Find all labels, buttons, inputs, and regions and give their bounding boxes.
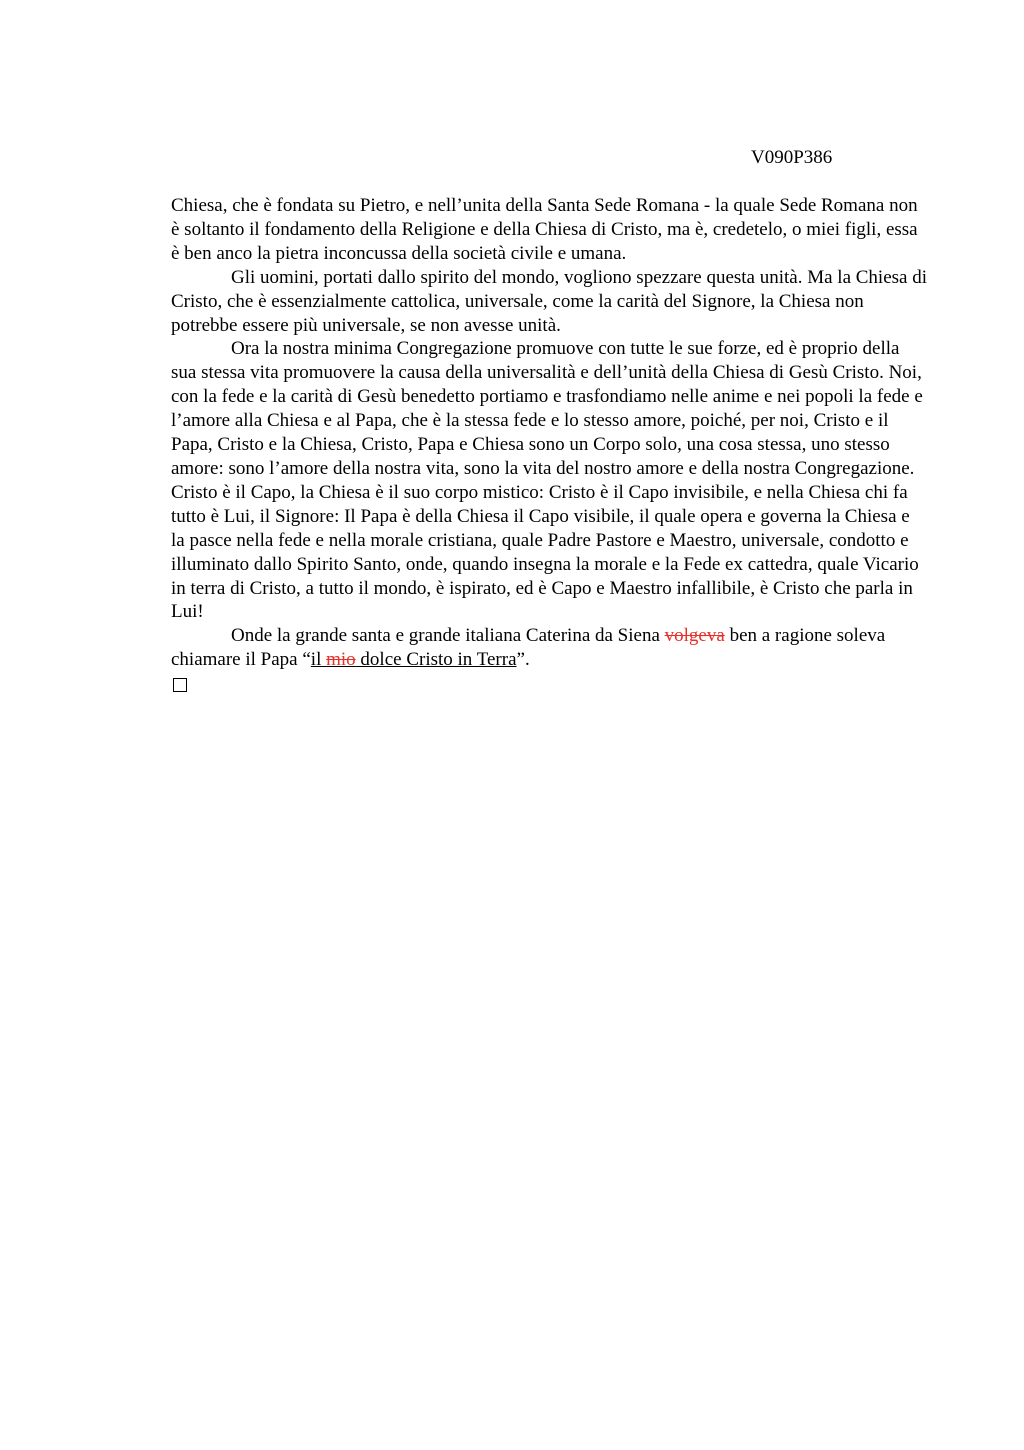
underlined-quote [311, 649, 517, 670]
paragraph-3: Ora la nostra minima Congregazione promuove con tutte le sue forze, ed è proprio della sua stessa vita promuovere la causa della universalità e dell’unità della Chiesa di Gesù Cristo. Noi, con la fede e la carità di Gesù benedetto portiamo e trasfondiamo nelle anime e nei popoli la fede e l’amore alla Chiesa e al Papa, che è la stessa fede e lo stesso amore, poiché, per noi, Cristo e il Papa, Cristo e la Chiesa, Cristo, Papa e Chiesa sono un Corpo solo, una cosa stessa, uno stesso amore: sono l’amore della nostra vita, sono la vita del nostro amore e della nostra Congregazione. Cristo è il Capo, la Chiesa è il suo corpo mistico: Cristo è il Capo invisibile, e nella Chiesa chi fa tutto è Lui, il Signore: Il Papa è della Chiesa il Capo visibile, il quale opera e governa la Chiesa e la pasce nella fede e nella morale cristiana, quale Padre Pastore e Maestro, universale, condotto e illuminato dallo Spirito Santo, onde, quando insegna la morale e la Fede ex cattedra, quale Vicario in terra di Cristo, a tutto il mondo, è ispirato, ed è Capo e Maestro infallibile, è Cristo che parla in Lui! [171, 338, 923, 623]
quote-start: il [310, 649, 327, 671]
paragraph-4-text-a: Onde la grande santa e grande italiana Caterina da Siena [231, 625, 665, 647]
deleted-word-mio: mio [326, 649, 356, 671]
paragraph-1: Chiesa, che è fondata su Pietro, e nell’unita della Santa Sede Romana - la quale Sede Romana non è soltanto il fondamento della Religione e della Chiesa di Cristo, ma è, credetelo, o miei figli, essa è ben anco la pietra inconcussa della società civile e umana. [171, 195, 918, 264]
document-body [171, 194, 927, 699]
paragraph-2: Gli uomini, portati dallo spirito del mondo, vogliono spezzare questa unità. Ma la Chiesa di Cristo, che è essenzialmente cattolica, universale, come la carità del Signore, la Chiesa non potrebbe essere più universale, se non avesse unità. [171, 266, 928, 336]
deleted-word-volgeva: volgeva [664, 625, 725, 647]
end-of-document-box-icon [173, 678, 187, 692]
paragraph-4-text-c: ”. [516, 649, 530, 671]
paragraph-4-text-b: ben a ragione soleva chiamare il Papa “ [171, 625, 886, 671]
page-code: V090P386 [751, 147, 833, 168]
paragraph-4 [171, 624, 927, 672]
quote-end: dolce Cristo in Terra [355, 649, 517, 671]
